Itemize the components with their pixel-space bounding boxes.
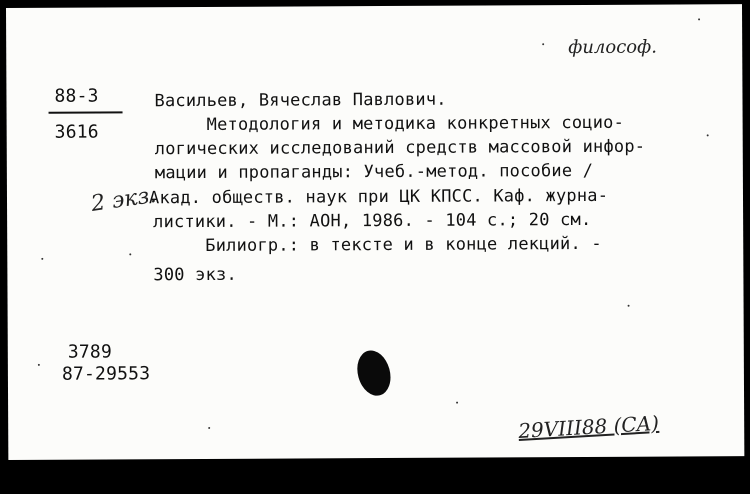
description-line-1: Методология и методика конкретных социо- (206, 112, 625, 135)
speck (698, 18, 700, 20)
speck (41, 258, 43, 260)
call-number-divider (49, 111, 123, 113)
call-number-bottom: 3616 (54, 121, 99, 143)
call-number-top: 88-3 (54, 85, 99, 107)
bottom-handwritten-date: 29VIII88 (CA) (517, 410, 660, 443)
author-heading: Васильев, Вячеслав Павлович. (154, 89, 447, 112)
speck (456, 402, 458, 404)
description-line-4: Акад. обществ. наук при ЦК КПСС. Каф. журна- (148, 185, 609, 209)
description-line-2: логических исследований средств массовой инфор- (154, 136, 646, 160)
description-line-3: мации и пропаганды: Учеб.-метод. пособие / (154, 160, 594, 184)
speck (542, 43, 544, 45)
speck (707, 134, 709, 136)
ink-blot (352, 347, 395, 400)
speck (38, 364, 40, 366)
speck (208, 427, 210, 429)
corner-handwritten-note: философ. (568, 36, 657, 59)
inventory-number: 3789 (67, 341, 113, 363)
description-line-5: листики. - М.: АОН, 1986. - 104 с.; 20 см. (153, 209, 592, 233)
catalog-card (6, 4, 744, 460)
bibliography-note: Билиогр.: в тексте и в конце лекций. - (205, 233, 602, 256)
speck (129, 253, 131, 255)
margin-handwritten-copies: 2 экз. (89, 182, 158, 217)
registration-number: 87-29553 (61, 363, 151, 385)
speck (628, 305, 630, 307)
print-run: 300 экз. (153, 264, 237, 286)
